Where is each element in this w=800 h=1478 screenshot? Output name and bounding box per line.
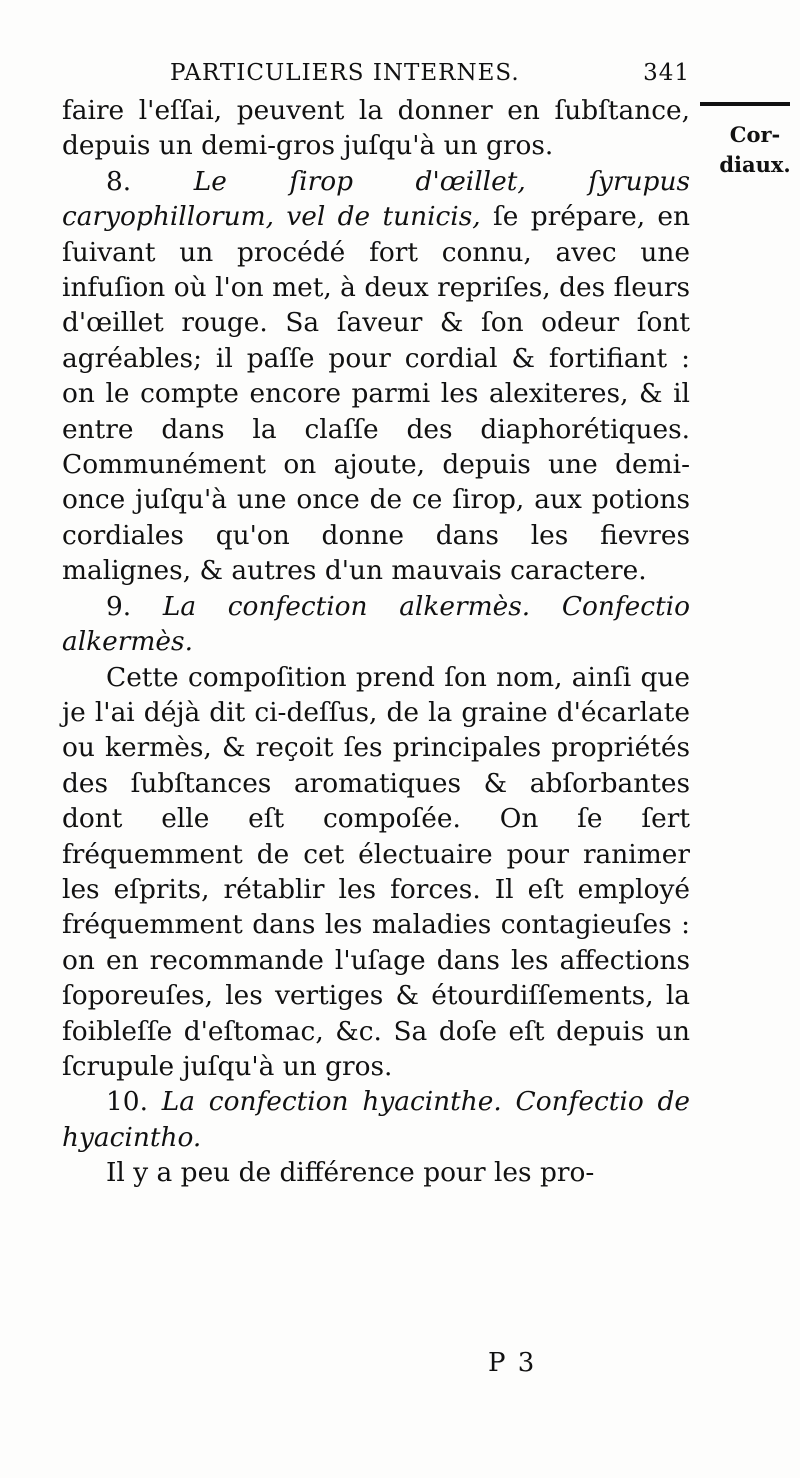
heading-confection-alkermes (62, 589, 690, 660)
margin-note-line2: diaux. (719, 152, 791, 177)
item-title: La confection alkermès. Confectio alkermès. (62, 590, 691, 658)
page-number: 341 (643, 60, 690, 86)
item-number: 9. (106, 590, 132, 622)
margin-note (712, 120, 798, 180)
paragraph-alkermes: Cette compoſition prend ſon nom, ainſi que je l'ai déjà dit ci-deſſus, de la graine d'écarlate ou kermès, & reçoit ſes principales propriétés des ſubſtances aromatiques & abſorbantes dont elle eſt compoſée. On ſe ſert fréquemment de cet électuaire pour ranimer les eſprits, rétablir les forces. Il eſt employé fréquemment dans les maladies contagieuſes : on en recommande l'uſage dans les affections ſoporeuſes, les vertiges & étourdiſſements, la foibleſſe d'eſtomac, &c. Sa doſe eſt depuis un ſcrupule juſqu'à un gros. (62, 661, 690, 1082)
item-text: ſe prépare, en ſuivant un procédé fort connu, avec une infuſion où l'on met, à deux repriſes, des fleurs d'œillet rouge. Sa ſaveur & ſon odeur ſont agréables; il paſſe pour cordial & fortifiant : on le compte encore parmi les alexiteres, & il entre dans la claſſe des diaphorétiques. Communément on ajoute, depuis une demi-once juſqu'à une once de ce ſirop, aux potions cordiales qu'on donne dans les fievres malignes, & autres d'un mauvais caractere. (62, 201, 691, 587)
paragraph-sirop-oeillet (62, 164, 690, 589)
running-title: PARTICULIERS INTERNES. (170, 60, 520, 86)
signature-mark: P 3 (488, 1348, 537, 1378)
margin-note-line1: Cor- (729, 122, 781, 147)
heading-confection-hyacinthe (62, 1084, 690, 1155)
item-title: La confection hyacinthe. Confectio de hyacintho. (62, 1086, 691, 1153)
paragraph-continuation: faire l'eſſai, peuvent la donner en ſubſtance, depuis un demi-gros juſqu'à un gros. (62, 95, 690, 162)
running-header (170, 60, 690, 86)
body-text (62, 93, 690, 1191)
paragraph-hyacinthe: Il y a peu de différence pour les pro- (106, 1157, 595, 1189)
margin-rule (700, 102, 790, 106)
item-title: Le ſirop d'œillet, ſyrupus caryophillorum, vel de tunicis, (62, 165, 690, 233)
item-number: 10. (106, 1086, 148, 1118)
item-number: 8. (106, 165, 132, 197)
